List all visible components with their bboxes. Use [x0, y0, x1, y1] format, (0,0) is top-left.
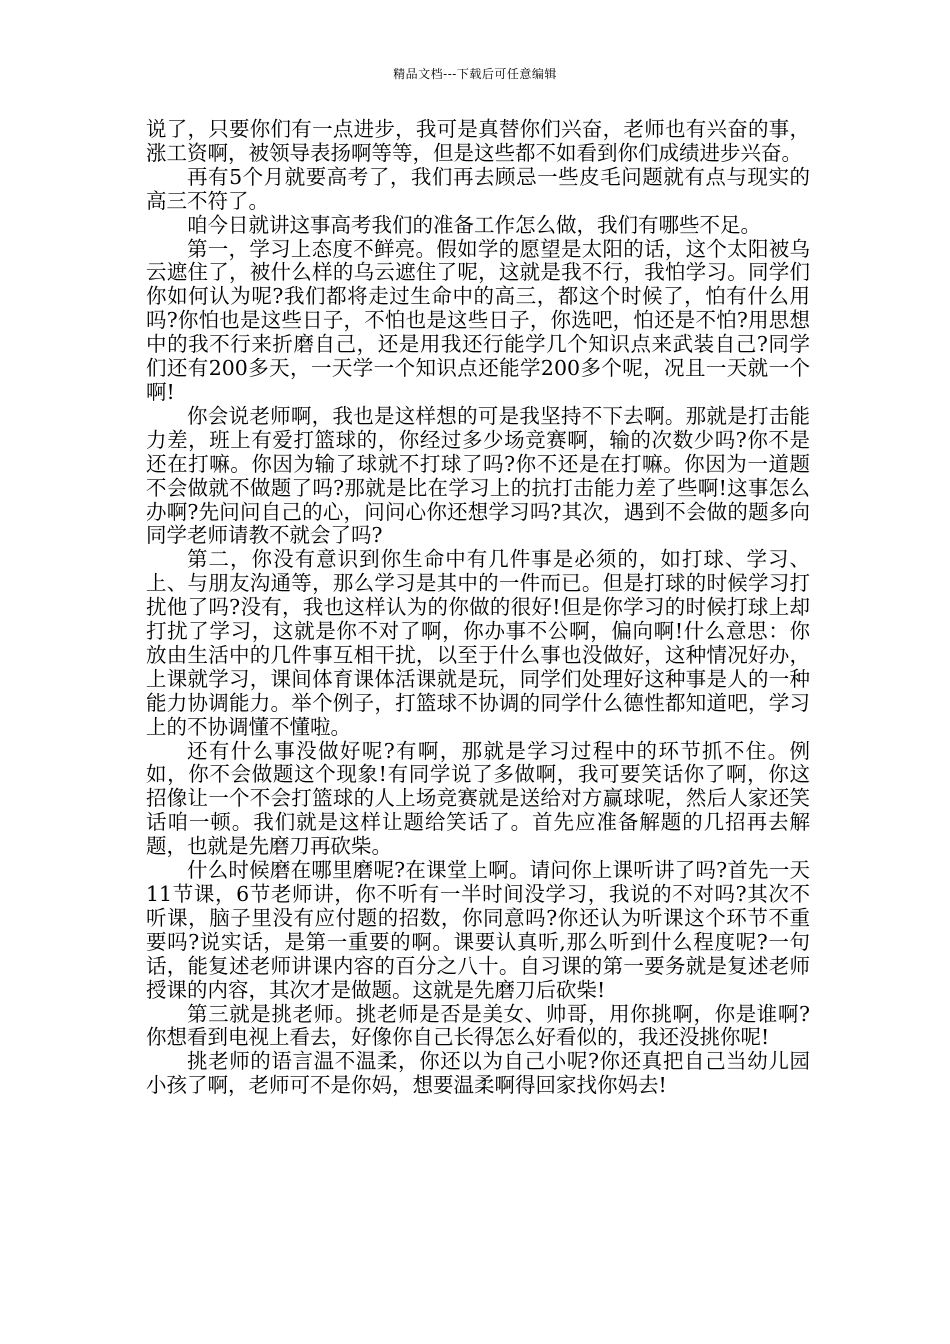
paragraph-6: 第二，你没有意识到你生命中有几件事是必须的，如打球、学习、上、与朋友沟通等，那么学习是其中的一件而已。但是打球的时候学习打扰他了吗?没有，我也这样认为的你做的很好!但是你学习的时候打球上却打扰了学习，这就是你不对了啊，你办事不公啊，偏向啊!什么意思：你放由生活中的几件事互相干扰，以至于什么事也没做好，这种情况好办，上课就学习，课间体育课体活课就是玩，同学们处理好这种事是人的一种能力协调能力。举个例子，打篮球不协调的同学什么德性都知道吧，学习上的不协调懂不懂啦。 — [146, 547, 810, 739]
paragraph-1: 说了，只要你们有一点进步，我可是真替你们兴奋，老师也有兴奋的事，涨工资啊，被领导表扬啊等等，但是这些都不如看到你们成绩进步兴奋。 — [146, 117, 810, 165]
paragraph-4: 第一，学习上态度不鲜亮。假如学的愿望是太阳的话，这个太阳被乌云遮住了，被什么样的乌云遮住了呢，这就是我不行，我怕学习。同学们你如何认为呢?我们都将走过生命中的高三，都这个时候了，怕有什么用吗?你怕也是这些日子，不怕也是这些日子，你选吧，怕还是不怕?用思想中的我不行来折磨自己，还是用我还行能学几个知识点来武装自己?同学们还有200多天，一天学一个知识点还能学200多个呢，况且一天就一个啊! — [146, 236, 810, 404]
paragraph-7: 还有什么事没做好呢?有啊，那就是学习过程中的环节抓不住。例如，你不会做题这个现象!有同学说了多做啊，我可要笑话你了啊，你这招像让一个不会打篮球的人上场竞赛就是送给对方赢球呢，然后人家还笑话咱一顿。我们就是这样让题给笑话了。首先应准备解题的几招再去解题，也就是先磨刀再砍柴。 — [146, 738, 810, 859]
paragraph-8: 什么时候磨在哪里磨呢?在课堂上啊。请问你上课听讲了吗?首先一天11节课，6节老师讲，你不听有一半时间没学习，我说的不对吗?其次不听课，脑子里没有应付题的招数，你同意吗?你还认为听课这个环节不重要吗?说实话，是第一重要的啊。课要认真听,那么听到什么程度呢?一句话，能复述老师讲课内容的百分之八十。自习课的第一要务就是复述老师授课的内容，其次才是做题。这就是先磨刀后砍柴! — [146, 858, 810, 1002]
document-body — [146, 118, 810, 1098]
paragraph-9: 第三就是挑老师。挑老师是否是美女、帅哥，用你挑啊，你是谁啊?你想看到电视上看去，好像你自己长得怎么好看似的，我还没挑你呢! — [146, 1001, 810, 1050]
paragraph-2: 再有5个月就要高考了，我们再去顾忌一些皮毛问题就有点与现实的高三不符了。 — [146, 164, 810, 213]
paragraph-3: 咱今日就讲这事高考我们的准备工作怎么做，我们有哪些不足。 — [187, 212, 761, 237]
page-header: 精品文档---下载后可任意编辑 — [393, 67, 557, 81]
paragraph-10: 挑老师的语言温不温柔，你还以为自己小呢?你还真把自己当幼儿园小孩了啊，老师可不是你妈，想要温柔啊得回家找你妈去! — [146, 1049, 810, 1098]
paragraph-5: 你会说老师啊，我也是这样想的可是我坚持不下去啊。那就是打击能力差，班上有爱打篮球的，你经过多少场竞赛啊，输的次数少吗?你不是还在打嘛。你因为输了球就不打球了吗?你不还是在打嘛。你因为一道题不会做就不做题了吗?那就是比在学习上的抗打击能力差了些啊!这事怎么办啊?先问问自己的心，问问心你还想学习吗?其次，遇到不会做的题多向同学老师请教不就会了吗? — [146, 403, 810, 548]
